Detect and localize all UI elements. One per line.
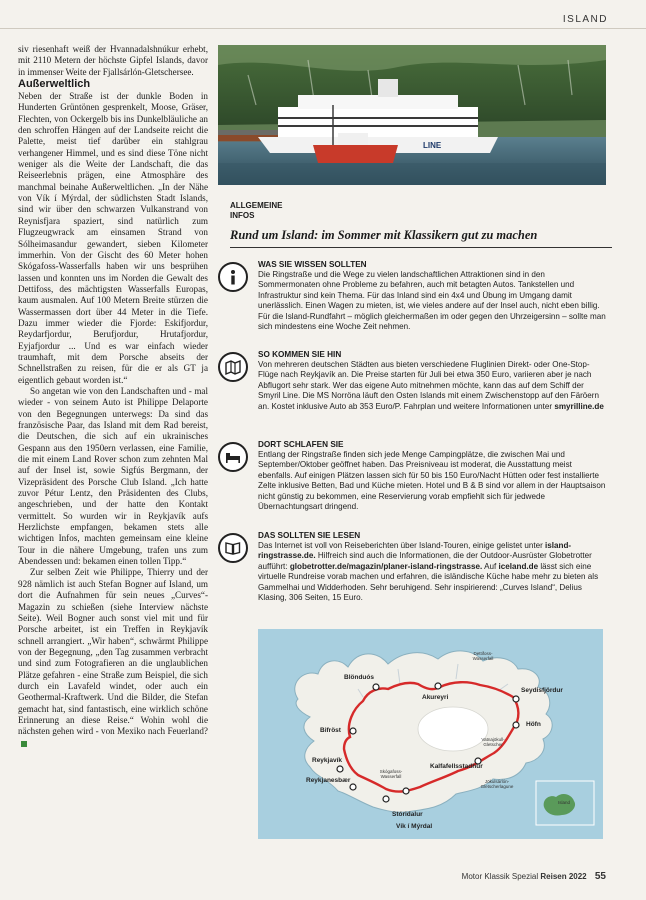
section-heading: SO KOMMEN SIE HIN (258, 350, 342, 359)
bed-icon (218, 442, 248, 472)
place-skogafoss: Skógafoss-Wasserfall (379, 769, 403, 779)
text-part: Das Internet ist voll von Reiseberichten über Island-Touren, einige gelistet unter (258, 541, 546, 550)
text-part: lässt sich eine virtuelle Rundreise vorab machen und erfahren, die isländische Küche habe mehr zu bieten als Gammelhai und Widderhoden. Sehr beruhigend. Sehr inspirierend: „Curves Island“, Delius Klasing, 306 Seiten, 15 Euro. (258, 561, 599, 603)
info-label-line2: INFOS (230, 210, 255, 220)
paragraph-1: Neben der Straße ist der dunkle Boden in Hunderten Grüntönen gesprenkelt, Moose, Gräser, Flechten, von Ockergelb bis ins Dunkelbläuliche an den schroffen Hängen auf der Landseite reicht die Palette, meist tief darüber ein stahlgrau verhangener Himmel, und es sind diese Töne nicht weniger als die Weite der Landschaft, die das Reiseerlebnis prägen, eine Atmosphäre des manchmal beinahe Außerweltlichen. „In der Nähe von Vík í Mýrdal, der südlichsten Stadt Islands, sind wir über den schwarzen Vulkanstrand von Reynisfjara spaziert, sind natürlich zum Flugzeugwrack am einsamen Strand von Sólheimasandur gewandert, sieben Kilometer immerhin. Von der Gischt des 60 Meter hohen Skógafoss-Wasserfalls haben wir uns besprühen lassen und konnten uns im Norden die Gewalt des Dettifoss, des mächtigsten Wasserfalls Europas, kaum ausmalen. Auf 100 Metern Breite stürzen die Wassermassen dort über 44 Meter in die Tiefe. Dazu immer wieder die Fjorde: Eskifjordur, Reydarfjordur, Berufjordur, Hrutafjordur, Eyjafjordur ... Und es war einfach wieder traumhaft, mit dem Porsche abseits der Schnellstraßen zu reisen, für die er als GT ja eigentlich gebaut worden ist.“ (18, 91, 208, 385)
header-divider (0, 28, 646, 29)
iceland-link[interactable]: iceland.de (498, 561, 539, 571)
svg-text:LINE: LINE (423, 141, 442, 150)
section-heading: WAS SIE WISSEN SOLLTEN (258, 260, 367, 269)
book-icon (218, 533, 248, 563)
section-text (258, 360, 606, 412)
page-number: 55 (594, 871, 606, 882)
issue-name: Reisen 2022 (540, 872, 587, 881)
route-map (258, 629, 603, 839)
place-kalfafellsstadhur: Kalfafellsstadhur (430, 763, 483, 770)
info-box (218, 201, 606, 248)
place-hofn: Höfn (526, 721, 541, 728)
intro-paragraph: siv riesenhaft weiß der Hvannadalshnúkur erhebt, mit 2110 Metern der höchste Gipfel Islands, davor in immenser Weite der Fjallsárlón-Gletschersee. (18, 44, 208, 77)
paragraph-3-text: Zur selben Zeit wie Philippe, Thierry und der 928 nämlich ist auch Stefan Bogner auf Island, um dort die Aufnahmen für sein neues „Curves“-Magazin zu schießen (siehe Interview nächste Seite). Weil Bogner auch sonst viel mit und für Porsche arbeitet, ist ein Treffen in Reykjavík schnell arrangiert. „Wir haben“, schwärmt Philippe von der Begegnung, „den Tag zusammen verbracht und sind zum Fotografieren an die unglaublichen Plätze gefahren - eine Straße zum Beispiel, die sich durch ein Lavafeld windet, oder auch ein Geothermal-Kraftwerk. Und die Bilder, die Stefan gemacht hat, sind fantastisch, eine wirklich schöne Erinnerung an diese Reise.“ Wohin wohl die nächsten gehen wird - von Mexiko nach Feuerland? (18, 567, 208, 737)
place-dettifoss: Dettifoss-Wasserfall (472, 651, 494, 661)
section-category: ISLAND (562, 14, 608, 25)
place-reykjanesbaer: Reykjanesbær (306, 777, 351, 784)
info-label-line1: ALLGEMEINE (230, 201, 283, 210)
place-storidalur: Stóridalur (392, 811, 423, 818)
ferry-photo (218, 45, 606, 185)
place-vatnajokull: Vatnajökull-Gletscher (481, 737, 505, 747)
info-section-arrival (218, 349, 606, 412)
magazine-name: Motor Klassik Spezial (461, 872, 539, 881)
info-section-read (218, 530, 606, 603)
place-reykjavik: Reykjavík (312, 757, 342, 764)
place-vik: Vík í Mýrdal (396, 823, 433, 830)
section-text: Die Ringstraße und die Wege zu vielen landschaftlichen Attraktionen sind in den Sommermonaten ohne Probleme zu befahren, auch mit betagten Autos. Tankstellen und Infrastruktur sind kein Thema. Für das Inland sind ein 4x4 und Übung im Umgang damit unerlässlich. Einen Wagen zu mieten, ist, wie vieles andere auf der Insel auch, nicht eben billig. Für die Island-Rundfahrt – möglich gleichermaßen im oder gegen den Uhrzeigersinn – sollte man sich mindestens eine Woche Zeit nehmen. (258, 270, 606, 332)
place-blonduos: Blönduós (344, 674, 374, 681)
paragraph-3 (18, 567, 208, 749)
paragraph-2: So angetan wie von den Landschaften und - mal wieder - von seinem Auto ist Philippe Delaporte von den Begegnungen unterwegs: Da sind das französische Paar, das Island mit dem Rad bereist, die Deutschen, die sich auf ein ukrainisches Gespann aus den 1950ern verlassen, eine Familie, die mit einem Land Rover schon zum zehnten Mal auf der Insel ist, sowie Sigfús Bergmann, der Vizepräsident des Porsche Club Island. „Ich hatte zuvor Pétur Lentz, den Präsidenten des Clubs, angeschrieben, und der hatte den Kontakt vermittelt. So wurden wir in Reykjavík aufs Herzlichste empfangen, bekamen stets alle wichtigen Infos, machten gemeinsam eine kleine Tour in die nähere Umgebung, trafen uns zum Abendessen und: bekamen einen tollen Tipp.“ (18, 385, 208, 567)
place-seydisfjordur: Seydisfjördur (521, 687, 563, 694)
place-akureyri: Akureyri (422, 694, 449, 701)
end-mark-icon (21, 741, 27, 747)
text-part: Hilfreich sind auch die Informationen, die der Outdoor-Ausrüster Globetrotter aufführt: (258, 551, 592, 571)
info-section-know (218, 259, 606, 332)
section-text: Entlang der Ringstraße finden sich jede Menge Campingplätze, die zwischen Mai und September/Oktober geöffnet haben. Das Preisniveau ist moderat, die Ausstattung meist ebenfalls. Auf einigen Plätzen lassen sich für 50 bis 150 Euro/Nacht Hütten oder fest installierte Zelte inklusive Betten, Bad und Küche mieten. Hotel und B & B sind vor allem in der Hauptsaison nicht günstig zu bekommen, eine Reservierung vorab empfiehlt sich für jedwede Übernachtungsart dringend. (258, 450, 606, 512)
subheading: Außerweltlich (18, 78, 91, 91)
text-part: Auf (482, 561, 499, 571)
page-footer (462, 871, 606, 882)
map-icon (218, 352, 248, 382)
place-bifrost: Bifröst (320, 727, 341, 734)
place-jokulsarlon: Jökulsárlón-Gletscherlagune (480, 779, 514, 789)
section-text-body: Von mehreren deutschen Städten aus bieten verschiedene Fluglinien Direkt- oder One-Stop-Flüge nach Reykjavík an. Die Preise starten für Juli bei etwa 350 Euro, variieren aber je nach Abflugort sehr stark. Wer das eigene Auto mitnehmen möchte, kann das auf dem Schiff der Smyril Line. Die MS Norröna läuft den Osten Islands mit einem Zwischenstopp auf den Färöern an. Kostet inklusive Auto ab 353 Euro/P. Fahrplan und weitere Informationen unter (258, 360, 599, 411)
info-title: Rund um Island: im Sommer mit Klassikern gut zu machen (230, 228, 612, 248)
section-text (258, 541, 606, 603)
info-icon (218, 262, 248, 292)
info-section-sleep (218, 439, 606, 512)
smyrilline-link[interactable]: smyrilline.de (554, 401, 604, 411)
article-column (18, 44, 208, 749)
inset-label: Island (558, 800, 571, 805)
globetrotter-link[interactable]: globetrotter.de/magazin/planer-island-ringstrasse. (289, 561, 483, 571)
island-ringstrasse-link[interactable]: island-ringstrasse.de. (258, 541, 572, 561)
section-heading: DAS SOLLTEN SIE LESEN (258, 531, 361, 540)
section-heading: DORT SCHLAFEN SIE (258, 440, 344, 449)
